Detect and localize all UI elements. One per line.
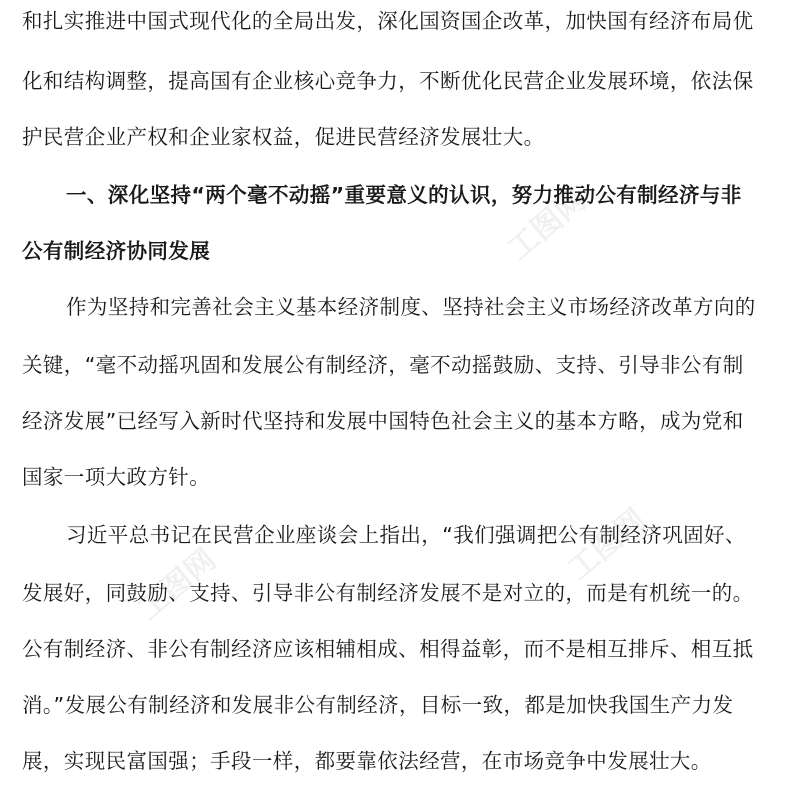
body-text-line: 护民营企业产权和企业家权益，促进民营经济发展壮大。 [22,125,545,149]
section-heading: 公有制经济协同发展 [22,239,211,263]
body-text-line: 关键，“毫不动摇巩固和发展公有制经济，毫不动摇鼓励、支持、引导非公有制 [22,353,744,377]
body-text-line: 国家一项大政方针。 [22,465,211,489]
body-text-line: 发展好，同鼓励、支持、引导非公有制经济发展不是对立的，而是有机统一的。 [22,581,754,605]
body-text-line: 公有制经济、非公有制经济应该相辅相成、相得益彰，而不是相互排斥、相互抵 [22,637,754,661]
watermark: 工图网 [501,182,593,268]
watermark: 工图网 [131,542,223,628]
section-heading: 一、深化坚持“两个毫不动摇”重要意义的认识，努力推动公有制经济与非 [66,183,742,207]
watermark: 工图网 [561,502,653,588]
body-text-line: 展，实现民富国强；手段一样，都要靠依法经营，在市场竞争中发展壮大。 [22,749,712,773]
body-text-line: 习近平总书记在民营企业座谈会上指出，“我们强调把公有制经济巩固好、 [66,523,746,547]
body-text-line: 消。”发展公有制经济和发展非公有制经济，目标一致，都是加快我国生产力发 [22,693,734,717]
body-text-line: 和扎实推进中国式现代化的全局出发，深化国资国企改革，加快国有经济布局优 [22,9,754,33]
body-text-line: 经济发展”已经写入新时代坚持和发展中国特色社会主义的基本方略，成为党和 [22,409,744,433]
body-text-line: 化和结构调整，提高国有企业核心竞争力，不断优化民营企业发展环境，依法保 [22,69,754,93]
body-text-line: 作为坚持和完善社会主义基本经济制度、坚持社会主义市场经济改革方向的 [66,295,756,319]
